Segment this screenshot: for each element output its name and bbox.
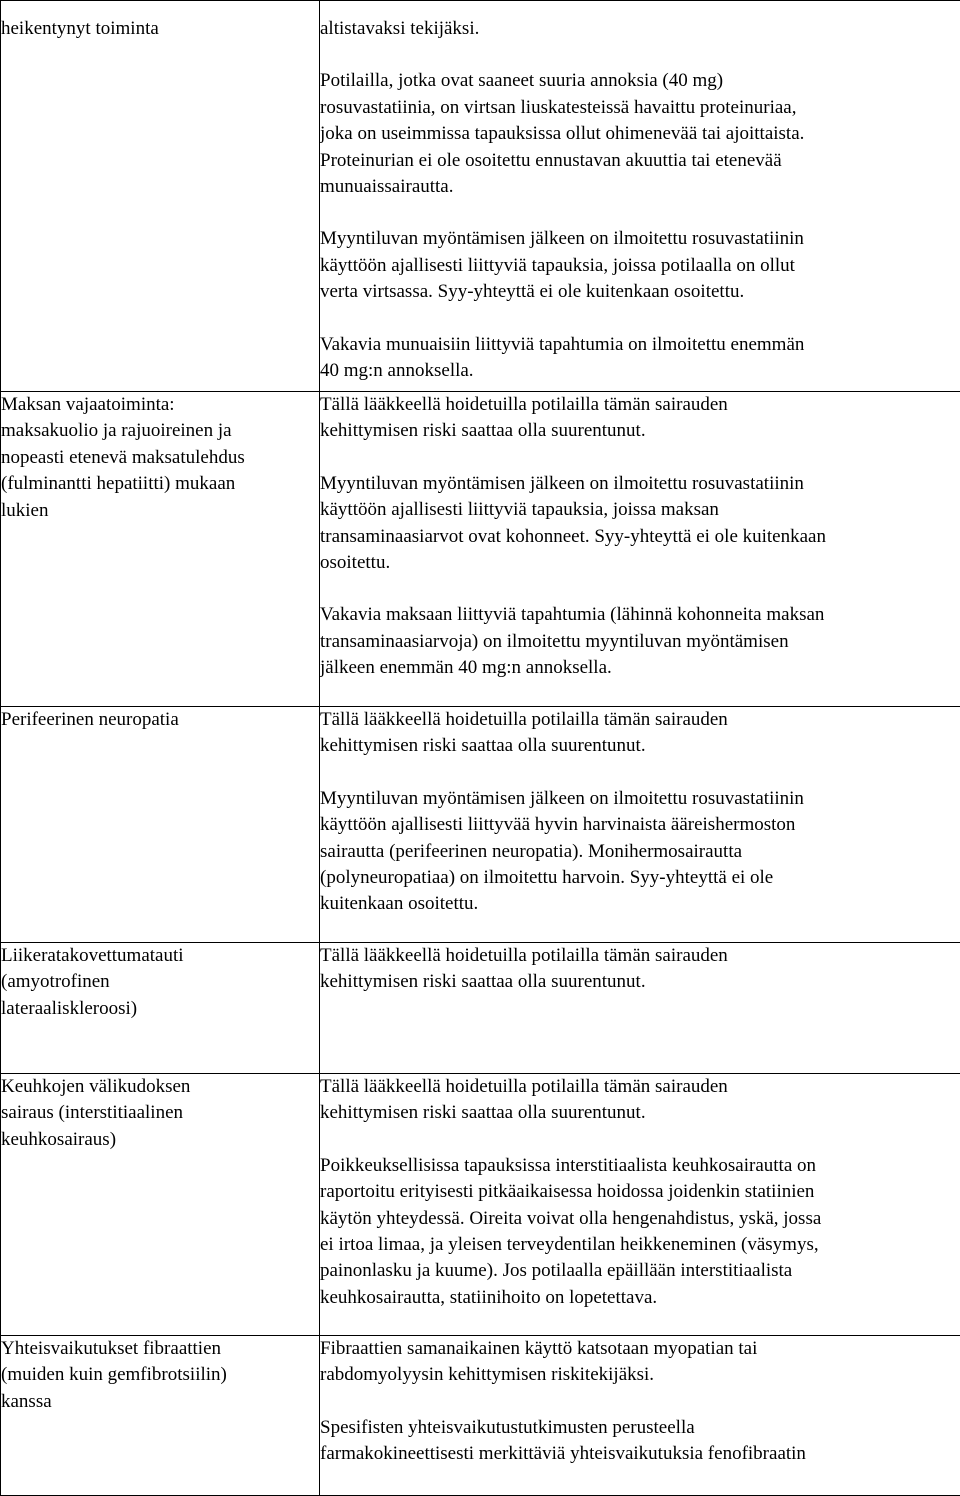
table-row	[1, 1074, 960, 1336]
description-paragraph: Myyntiluvan myöntämisen jälkeen on ilmoitettu rosuvastatiinin käyttöön ajallisesti liittyviä tapauksia, joissa potilaalla on ollut verta virtsassa. Syy-yhteyttä ei ole kuitenkaan osoitettu.	[320, 228, 804, 303]
description-paragraph: Poikkeuksellisissa tapauksissa interstitiaalista keuhkosairautta on raportoitu erityisesti pitkäaikaisessa hoidossa joidenkin statiinien käytön yhteydessä. Oireita voivat olla hengenahdistus, yskä, jossa ei irtoa limaa, ja yleisen terveydentilan heikkeneminen (väsymys, painonlasku ja kuume). Jos potilaalla epäillään interstitiaalista keuhkosairautta, statiinihoito on lopetettava.	[320, 1154, 822, 1308]
description-paragraph: Tällä lääkkeellä hoidetuilla potilailla tämän sairauden kehittymisen riski saattaa olla suurentunut.	[320, 394, 728, 442]
condition-cell	[1, 1074, 320, 1336]
description-paragraph: Tällä lääkkeellä hoidetuilla potilailla tämän sairauden kehittymisen riski saattaa olla suurentunut.	[320, 945, 728, 993]
table-row	[1, 943, 960, 1074]
description-cell	[320, 1, 960, 392]
description-cell	[320, 1074, 960, 1336]
description-paragraph: Vakavia maksaan liittyviä tapahtumia (lähinnä kohonneita maksan transaminaasiarvoja) on ilmoitettu myyntiluvan myöntämisen jälkeen enemmän 40 mg:n annoksella.	[320, 604, 825, 679]
description-cell	[320, 392, 960, 707]
condition-label: Yhteisvaikutukset fibraattien (muiden kuin gemfibrotsiilin) kanssa	[1, 1338, 227, 1412]
condition-label: Perifeerinen neuropatia	[1, 709, 179, 730]
description-paragraph: Myyntiluvan myöntämisen jälkeen on ilmoitettu rosuvastatiinin käyttöön ajallisesti liittyvää hyvin harvinaista ääreishermoston sairautta (perifeerinen neuropatia). Monihermosairautta (polyneuropatiaa) on ilmoitettu harvoin. Syy-yhteyttä ei ole kuitenkaan osoitettu.	[320, 787, 804, 915]
condition-cell	[1, 707, 320, 943]
description-paragraph: Potilailla, jotka ovat saaneet suuria annoksia (40 mg) rosuvastatiinia, on virtsan liuskatesteissä havaittu proteinuriaa, joka on useimmissa tapauksissa ollut ohimenevää tai ajoittaista. Proteinurian ei ole osoitettu ennustavan akuuttia tai etenevää munuaissairautta.	[320, 70, 805, 198]
description-cell	[320, 943, 960, 1074]
condition-label: Keuhkojen välikudoksen sairaus (interstitiaalinen keuhkosairaus)	[1, 1076, 191, 1150]
description-paragraph: altistavaksi tekijäksi.	[320, 18, 480, 39]
table-row	[1, 707, 960, 943]
description-paragraph: Spesifisten yhteisvaikutustutkimusten perusteella farmakokineettisesti merkittäviä yhteisvaikutuksia fenofibraatin	[320, 1416, 806, 1465]
description-paragraph: Myyntiluvan myöntämisen jälkeen on ilmoitettu rosuvastatiinin käyttöön ajallisesti liittyviä tapauksia, joissa maksan transaminaasiarvot ovat kohonneet. Syy-yhteyttä ei ole kuitenkaan osoitettu.	[320, 472, 826, 574]
description-cell	[320, 707, 960, 943]
condition-cell	[1, 1336, 320, 1496]
description-paragraph: Vakavia munuaisiin liittyviä tapahtumia on ilmoitettu enemmän 40 mg:n annoksella.	[320, 333, 805, 382]
description-paragraph: Fibraattien samanaikainen käyttö katsotaan myopatian tai rabdomyolyysin kehittymisen riskitekijäksi.	[320, 1338, 758, 1386]
table-row	[1, 1336, 960, 1496]
description-cell	[320, 1336, 960, 1496]
table-row	[1, 1, 960, 392]
condition-label: Maksan vajaatoiminta: maksakuolio ja rajuoireinen ja nopeasti etenevä maksatulehdus (fulminantti hepatiitti) mukaan lukien	[1, 394, 245, 521]
condition-label: heikentynyt toiminta	[1, 18, 159, 39]
condition-label: Liikeratakovettumatauti (amyotrofinen lateraaliskleroosi)	[1, 945, 184, 1019]
table-row	[1, 392, 960, 707]
description-paragraph: Tällä lääkkeellä hoidetuilla potilailla tämän sairauden kehittymisen riski saattaa olla suurentunut.	[320, 709, 728, 757]
condition-cell	[1, 392, 320, 707]
condition-cell	[1, 943, 320, 1074]
description-paragraph: Tällä lääkkeellä hoidetuilla potilailla tämän sairauden kehittymisen riski saattaa olla suurentunut.	[320, 1076, 728, 1124]
condition-cell	[1, 1, 320, 392]
